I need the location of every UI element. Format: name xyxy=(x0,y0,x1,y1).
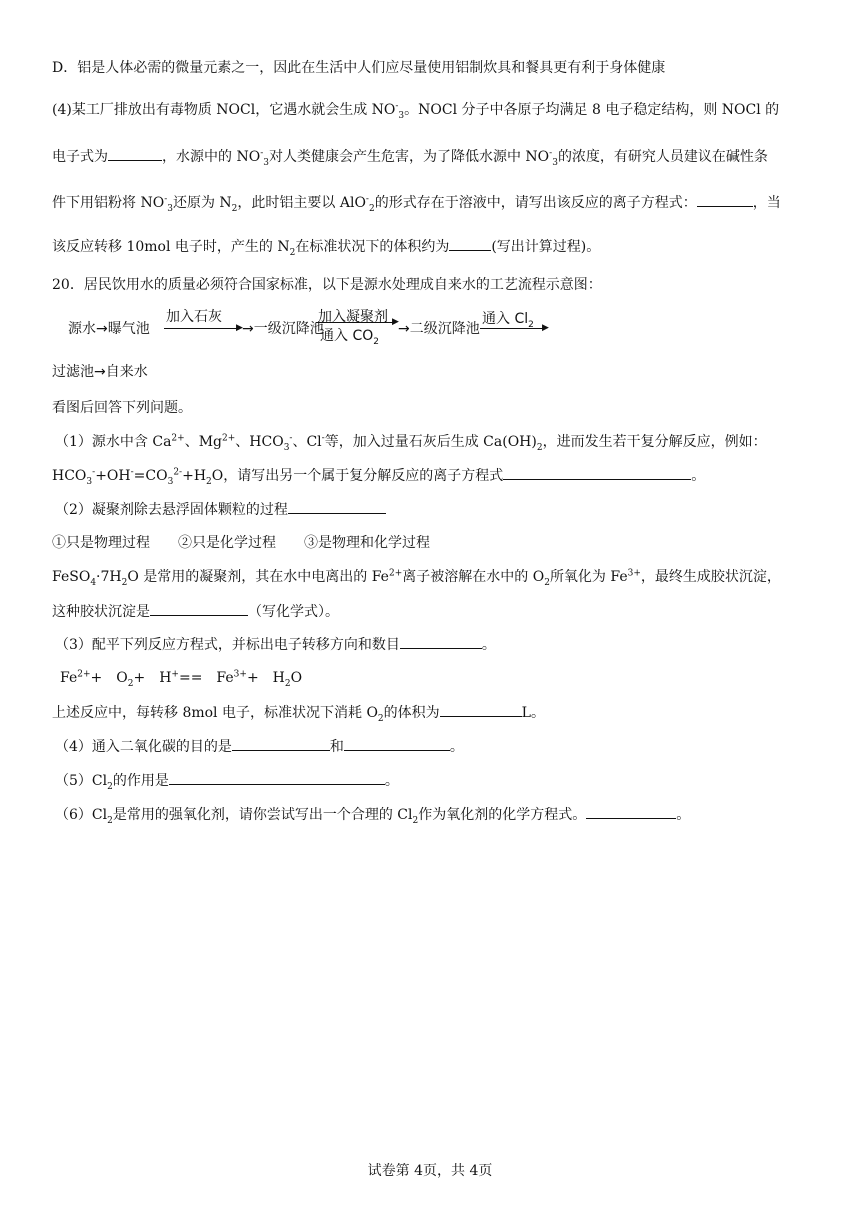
q20-part5: $(5)Cl_2$的作用是 。 xyxy=(55,770,399,791)
q20-part1-line2: $HCO_3^-+OH^-=CO_3^{2-}+H_2O$，请写出另一个属于复分解反应的离子方程式 。 xyxy=(52,465,705,486)
q4-line-1: (4)某工厂排放出有毒物质 NOCl，它遇水就会生成 $NO^-_3$。NOCl 分子中各原子均满足 8 电子稳定结构，则 NOCl 的 xyxy=(52,101,780,121)
text: 、HCO xyxy=(235,434,284,450)
q20-title: 20．居民饮用水的质量必须符合国家标准，以下是源水处理成自来水的工艺流程示意图： xyxy=(52,277,602,293)
answer-blank[interactable] xyxy=(503,465,691,480)
page-footer: 试卷第 4页，共 4页 xyxy=(367,1163,493,1179)
flow-step-source: 源水→曝气池 xyxy=(68,321,150,337)
text: 。 xyxy=(676,807,691,823)
q4-line-3: 件下用铝粉将 $NO^-_3$还原为 $N_2$，此时铝主要以 AlO-$_2$的形式存在于溶液中，请写出该反应的离子方程式： ，当 xyxy=(52,192,781,213)
text: O，请写出另一个属于复分解反应的离子方程式 xyxy=(211,468,504,484)
text: 离子被溶解在水中的 O xyxy=(402,569,545,585)
text: 。NOCl 分子中各原子均满足 8 电子稳定结构，则 NOCl 的 xyxy=(404,102,780,118)
flow-arrow-label-lime: 加入石灰 xyxy=(166,309,222,325)
text: 。 xyxy=(481,637,496,653)
text: ，最终生成胶状沉淀， xyxy=(640,569,781,585)
text: Fe xyxy=(60,670,78,686)
text: 在标准状况下的体积约为 xyxy=(295,239,450,255)
text: +H xyxy=(182,468,207,484)
arrowhead-icon: ▶ xyxy=(542,323,549,333)
flow-step-secondary: →二级沉降池 xyxy=(398,321,480,337)
text: （写化学式）。 xyxy=(248,604,339,620)
answer-blank[interactable] xyxy=(400,634,482,649)
text: 。 xyxy=(691,468,706,484)
text: O xyxy=(290,670,303,686)
flow-arrow-label-co2: 通入 $CO_2$ xyxy=(320,328,379,347)
text: =CO xyxy=(133,468,168,484)
answer-blank[interactable] xyxy=(169,770,385,785)
flow-arrow-label-cl2: 通入 $Cl_2$ xyxy=(482,311,534,330)
text: == Fe xyxy=(178,670,234,686)
q20-part3-line3: 上述反应中，每转移 8mol 电子，标准状况下消耗 $O_2$的体积为 L。 xyxy=(52,702,545,723)
text: + O xyxy=(90,670,128,686)
flow-arrow-1 xyxy=(164,328,240,329)
text: 上述反应中，每转移 8mol 电子，标准状况下消耗 O xyxy=(52,705,378,721)
flow-arrow-label-coagulant: 加入凝聚剂 xyxy=(318,309,388,325)
answer-blank[interactable] xyxy=(440,702,522,717)
text: （5）Cl xyxy=(55,773,108,789)
text: HCO xyxy=(52,468,87,484)
text: 电子式为 xyxy=(52,149,108,165)
option-d-text: D．铝是人体必需的微量元素之一，因此在生活中人们应尽量使用铝制炊具和餐具更有利于身体健康 xyxy=(52,60,666,76)
answer-blank[interactable] xyxy=(697,192,753,207)
text: 的浓度，有研究人员建议在碱性条 xyxy=(557,149,768,165)
text: 是常用的强氧化剂，请你尝试写出一个合理的 Cl xyxy=(112,807,413,823)
text: O 是常用的凝聚剂，其在水中电离出的 Fe xyxy=(127,569,389,585)
text: （1）源水中含 Ca xyxy=(55,434,172,450)
text: ，水源中的 NO xyxy=(162,149,261,165)
answer-blank[interactable] xyxy=(344,736,450,751)
text: ·7H xyxy=(96,569,122,585)
q20-part2-line3: $FeSO_4\cdot 7H_2O$ 是常用的凝聚剂，其在水中电离出的 $Fe^{2+}$离子被溶解在水中的 $O_2$所氧化为 $Fe^{3+}$，最终生成胶状沉淀， xyxy=(52,568,781,588)
text: 和 xyxy=(329,739,344,755)
text: FeSO xyxy=(52,569,91,585)
text: ，当 xyxy=(752,195,781,211)
q20-equation: $Fe^{2+}+$ $O_2+$ H+== $Fe^{3+}+$ $H_2O$ xyxy=(60,669,303,689)
text: 的形式存在于溶液中，请写出该反应的离子方程式： xyxy=(374,195,697,211)
text: 件下用铝粉将 NO xyxy=(52,195,165,211)
text: 等，加入过量石灰后生成 Ca(OH) xyxy=(324,434,537,450)
q20-part2-options: ①只是物理过程 ②只是化学过程 ③是物理和化学过程 xyxy=(52,535,430,551)
process-flow-diagram xyxy=(52,306,572,346)
q20-part2 xyxy=(55,499,386,520)
answer-blank[interactable] xyxy=(288,499,386,514)
text: ，此时铝主要以 AlO xyxy=(237,195,366,211)
text: 、Mg xyxy=(184,434,222,450)
text: 通入 CO xyxy=(320,328,374,344)
text: 该反应转移 10mol 电子时，产生的 N xyxy=(52,239,290,255)
text: +OH xyxy=(95,468,131,484)
q20-part3 xyxy=(55,634,496,655)
answer-blank[interactable] xyxy=(586,804,676,819)
text: 。 xyxy=(449,739,464,755)
answer-blank[interactable] xyxy=(108,146,162,161)
flow-arrow-2 xyxy=(316,322,396,323)
q4-line-2: 电子式为 ，水源中的 $NO^-_3$对人类健康会产生危害，为了降低水源中 $NO^-_3$的浓度，有研究人员建议在碱性条 xyxy=(52,146,768,167)
text: 的体积为 xyxy=(383,705,440,721)
answer-blank[interactable] xyxy=(150,601,248,616)
text: 。 xyxy=(384,773,399,789)
answer-blank[interactable] xyxy=(232,736,330,751)
text: L。 xyxy=(521,705,545,721)
answer-blank[interactable] xyxy=(449,236,491,251)
q20-part4 xyxy=(55,736,464,757)
text: 通入 Cl xyxy=(482,311,529,327)
q20-part1-line1: （1）源水中含 $Ca^{2+}$、$Mg^{2+}$、$HCO_3^-$、Cl-等，加入过量石灰后生成 $Ca(OH)_2$，进而发生若干复分解反应，例如： xyxy=(55,433,767,453)
flow-step-filter: 过滤池→自来水 xyxy=(52,364,148,380)
arrowhead-icon: ▶ xyxy=(392,317,399,327)
text: （6）Cl xyxy=(55,807,108,823)
arrowhead-icon: ▶ xyxy=(236,323,243,333)
q20-part6: $(6)Cl_2$是常用的强氧化剂，请你尝试写出一个合理的 $Cl_2$作为氧化剂的化学方程式。 。 xyxy=(55,804,690,825)
flow-step-primary: →一级沉降池 xyxy=(242,321,324,337)
q20-intro: 看图后回答下列问题。 xyxy=(52,400,192,416)
text: 作为氧化剂的化学方程式。 xyxy=(418,807,587,823)
text: + H xyxy=(246,670,285,686)
text: (4)某工厂排放出有毒物质 NOCl，它遇水就会生成 NO xyxy=(52,102,396,118)
flow-arrow-3 xyxy=(480,328,546,329)
text: （4）通入二氧化碳的目的是 xyxy=(55,739,232,755)
text: + H xyxy=(133,670,172,686)
text: ，进而发生若干复分解反应，例如： xyxy=(542,434,767,450)
text: （3）配平下列反应方程式，并标出电子转移方向和数目 xyxy=(55,637,400,653)
text: 这种胶状沉淀是 xyxy=(52,604,150,620)
text: (写出计算过程)。 xyxy=(491,239,601,255)
q20-part2-line4 xyxy=(52,601,339,622)
text: 还原为 N xyxy=(172,195,232,211)
text: 、Cl xyxy=(292,434,322,450)
text: 对人类健康会产生危害，为了降低水源中 NO xyxy=(268,149,550,165)
text: （2）凝聚剂除去悬浮固体颗粒的过程 xyxy=(55,502,288,518)
text: 的作用是 xyxy=(112,773,169,789)
text: 所氧化为 Fe xyxy=(549,569,628,585)
q4-line-4: 该反应转移 10mol 电子时，产生的 $N_2$在标准状况下的体积约为 (写出计算过程)。 xyxy=(52,236,600,257)
